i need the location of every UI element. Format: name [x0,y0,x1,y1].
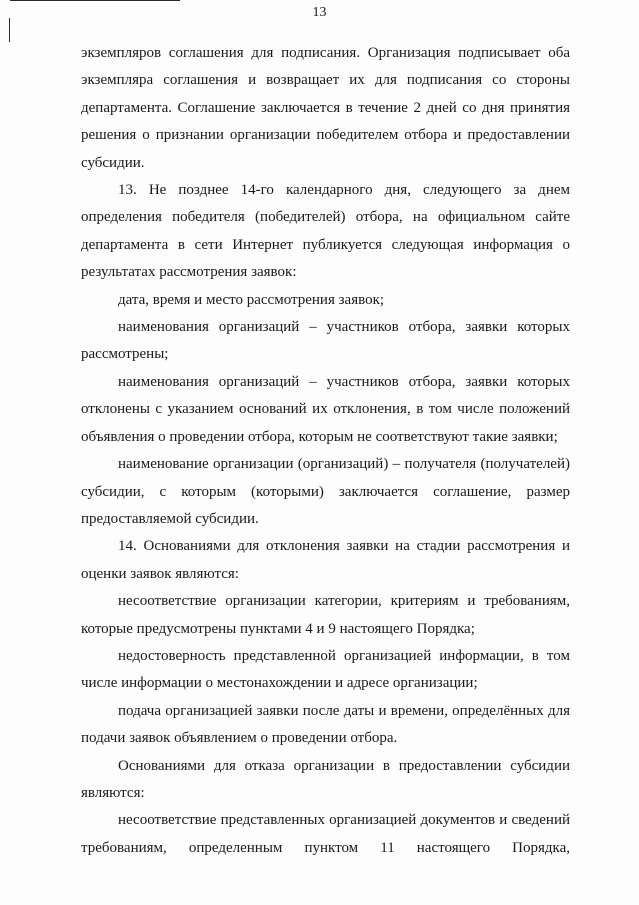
paragraph-list-item: подача организацией заявки после даты и времени, определённых для подачи заявок объявлением о проведении отбора. [81,702,570,747]
paragraph-item-13: 13. Не позднее 14-го календарного дня, следующего за днем определения победителя (победителей) отбора, на официальном сайте департамента в сети Интернет публикуется следующая информация о результатах рассмотрения заявок: [81,182,570,281]
paragraph-continuation: экземпляров соглашения для подписания. Организация подписывает оба экземпляра соглашения и возвращает их для подписания со стороны департамента. Соглашение заключается в течение 2 дней со дня принятия решения о признании организации победителем отбора и предоставлении субсидии. [81,45,570,171]
paragraph-list-item: недостоверность представленной организацией информации, в том числе информации о местонахождении и адресе организации; [81,647,570,692]
paragraph-list-item: дата, время и место рассмотрения заявок; [118,291,385,308]
document-body [81,40,570,862]
paragraph-list-item: несоответствие представленных организацией документов и сведений требованиям, определенным пунктом 11 настоящего Порядка, [81,812,570,856]
paragraph-refusal-grounds: Основаниями для отказа организации в предоставлении субсидии являются: [81,757,570,801]
paragraph-list-item: несоответствие организации категории, критериям и требованиям, которые предусмотрены пунктами 4 и 9 настоящего Порядка; [81,593,570,637]
paragraph-list-item: наименования организаций – участников отбора, заявки которых рассмотрены; [81,319,570,363]
paragraph-list-item: наименования организаций – участников отбора, заявки которых отклонены с указанием оснований их отклонения, в том числе положений объявления о проведении отбора, которым не соответствуют такие заявки; [81,373,570,445]
scan-edge-mark-top [10,0,180,1]
paragraph-list-item: наименование организации (организаций) – получателя (получателей) субсидии, с которым (которыми) заключается соглашение, размер предоставляемой субсидии. [81,456,570,527]
page-number: 13 [312,5,327,20]
paragraph-item-14: 14. Основаниями для отклонения заявки на стадии рассмотрения и оценки заявок являются: [81,538,570,582]
